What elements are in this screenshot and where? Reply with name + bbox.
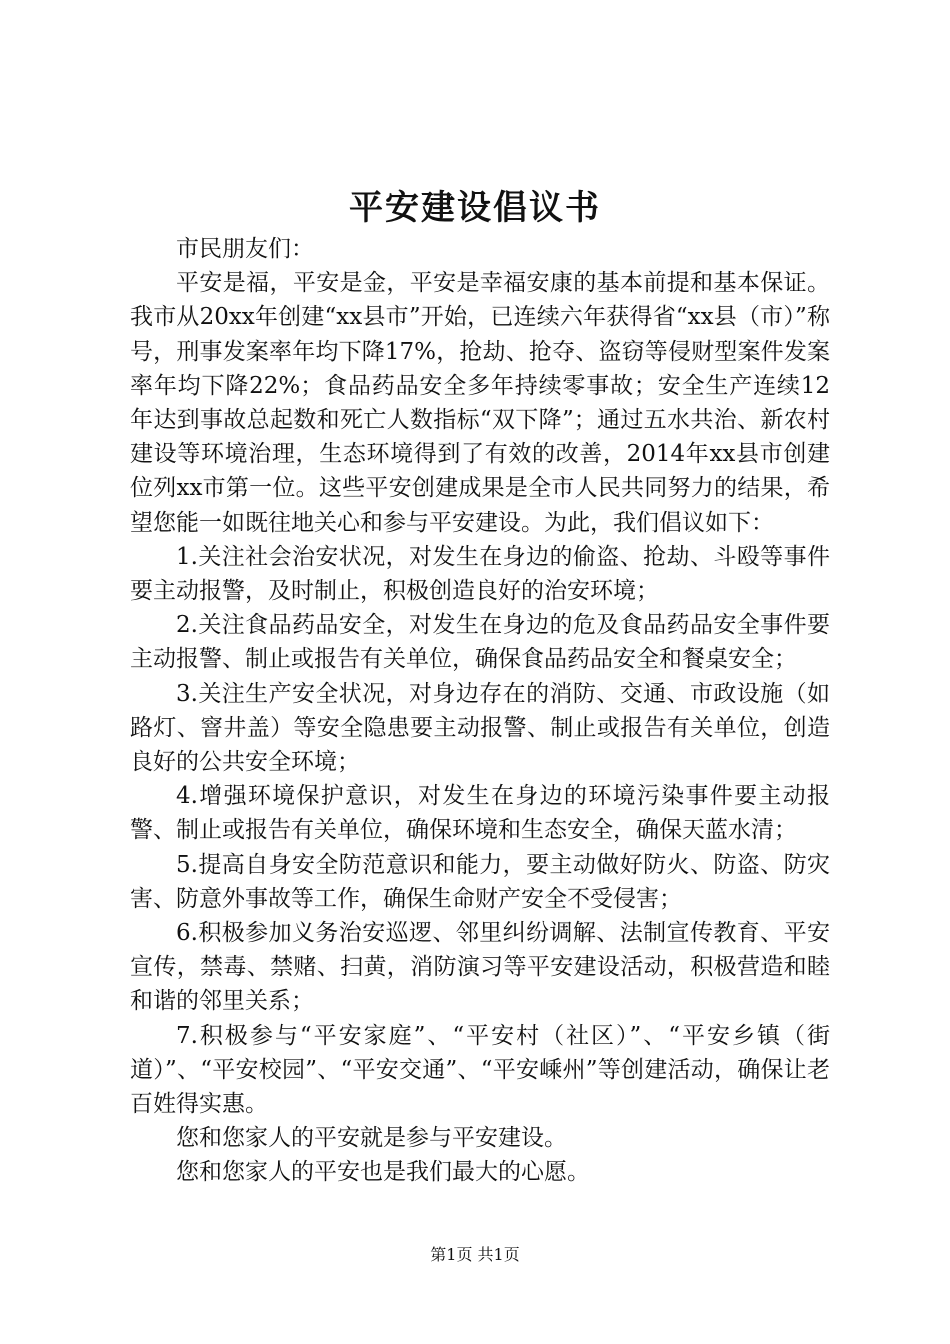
intro-paragraph: 平安是福，平安是金，平安是幸福安康的基本前提和基本保证。我市从20xx年创建“xx县市”开始，已连续六年获得省“xx县（市）”称号，刑事发案率年均下降17%，抢劫、抢夺、盗窃等侵财型案件发案率年均下降22%；食品药品安全多年持续零事故；安全生产连续12年达到事故总起数和死亡人数指标“双下降”；通过五水共治、新农村建设等环境治理，生态环境得到了有效的改善，2014年xx县市创建位列xx市第一位。这些平安创建成果是全市人民共同努力的结果，希望您能一如既往地关心和参与平安建设。为此，我们倡议如下： [130,270,830,536]
proposal-item-4: 4.增强环境保护意识，对发生在身边的环境污染事件要主动报警、制止或报告有关单位，确保环境和生态安全，确保天蓝水清； [130,783,830,844]
proposal-item-7: 7.积极参与“平安家庭”、“平安村（社区）”、“平安乡镇（街道）”、“平安校园”、“平安交通”、“平安嵊州”等创建活动，确保让老百姓得实惠。 [130,1022,830,1118]
proposal-item-3: 3.关注生产安全状况，对身边存在的消防、交通、市政设施（如路灯、窨井盖）等安全隐患要主动报警、制止或报告有关单位，创造良好的公共安全环境； [130,680,830,776]
closing-line-2: 您和您家人的平安也是我们最大的心愿。 [176,1159,590,1186]
proposal-item-1: 1.关注社会治安状况，对发生在身边的偷盗、抢劫、斗殴等事件要主动报警，及时制止，积极创造良好的治安环境； [130,543,830,605]
proposal-item-5: 5.提高自身安全防范意识和能力，要主动做好防火、防盗、防灾害、防意外事故等工作，确保生命财产安全不受侵害； [130,851,830,912]
proposal-item-2: 2.关注食品药品安全，对发生在身边的危及食品药品安全事件要主动报警、制止或报告有关单位，确保食品药品安全和餐桌安全； [130,612,830,673]
document-body [130,232,830,1190]
proposal-item-6: 6.积极参加义务治安巡逻、邻里纠纷调解、法制宣传教育、平安宣传，禁毒、禁赌、扫黄，消防演习等平安建设活动，积极营造和睦和谐的邻里关系； [130,920,830,1015]
document-title: 平安建设倡议书 [349,188,601,228]
closing-line-1: 您和您家人的平安就是参与平安建设。 [176,1125,567,1152]
salutation: 市民朋友们： [176,236,314,262]
page-number-footer: 第1页 共1页 [430,1245,520,1264]
